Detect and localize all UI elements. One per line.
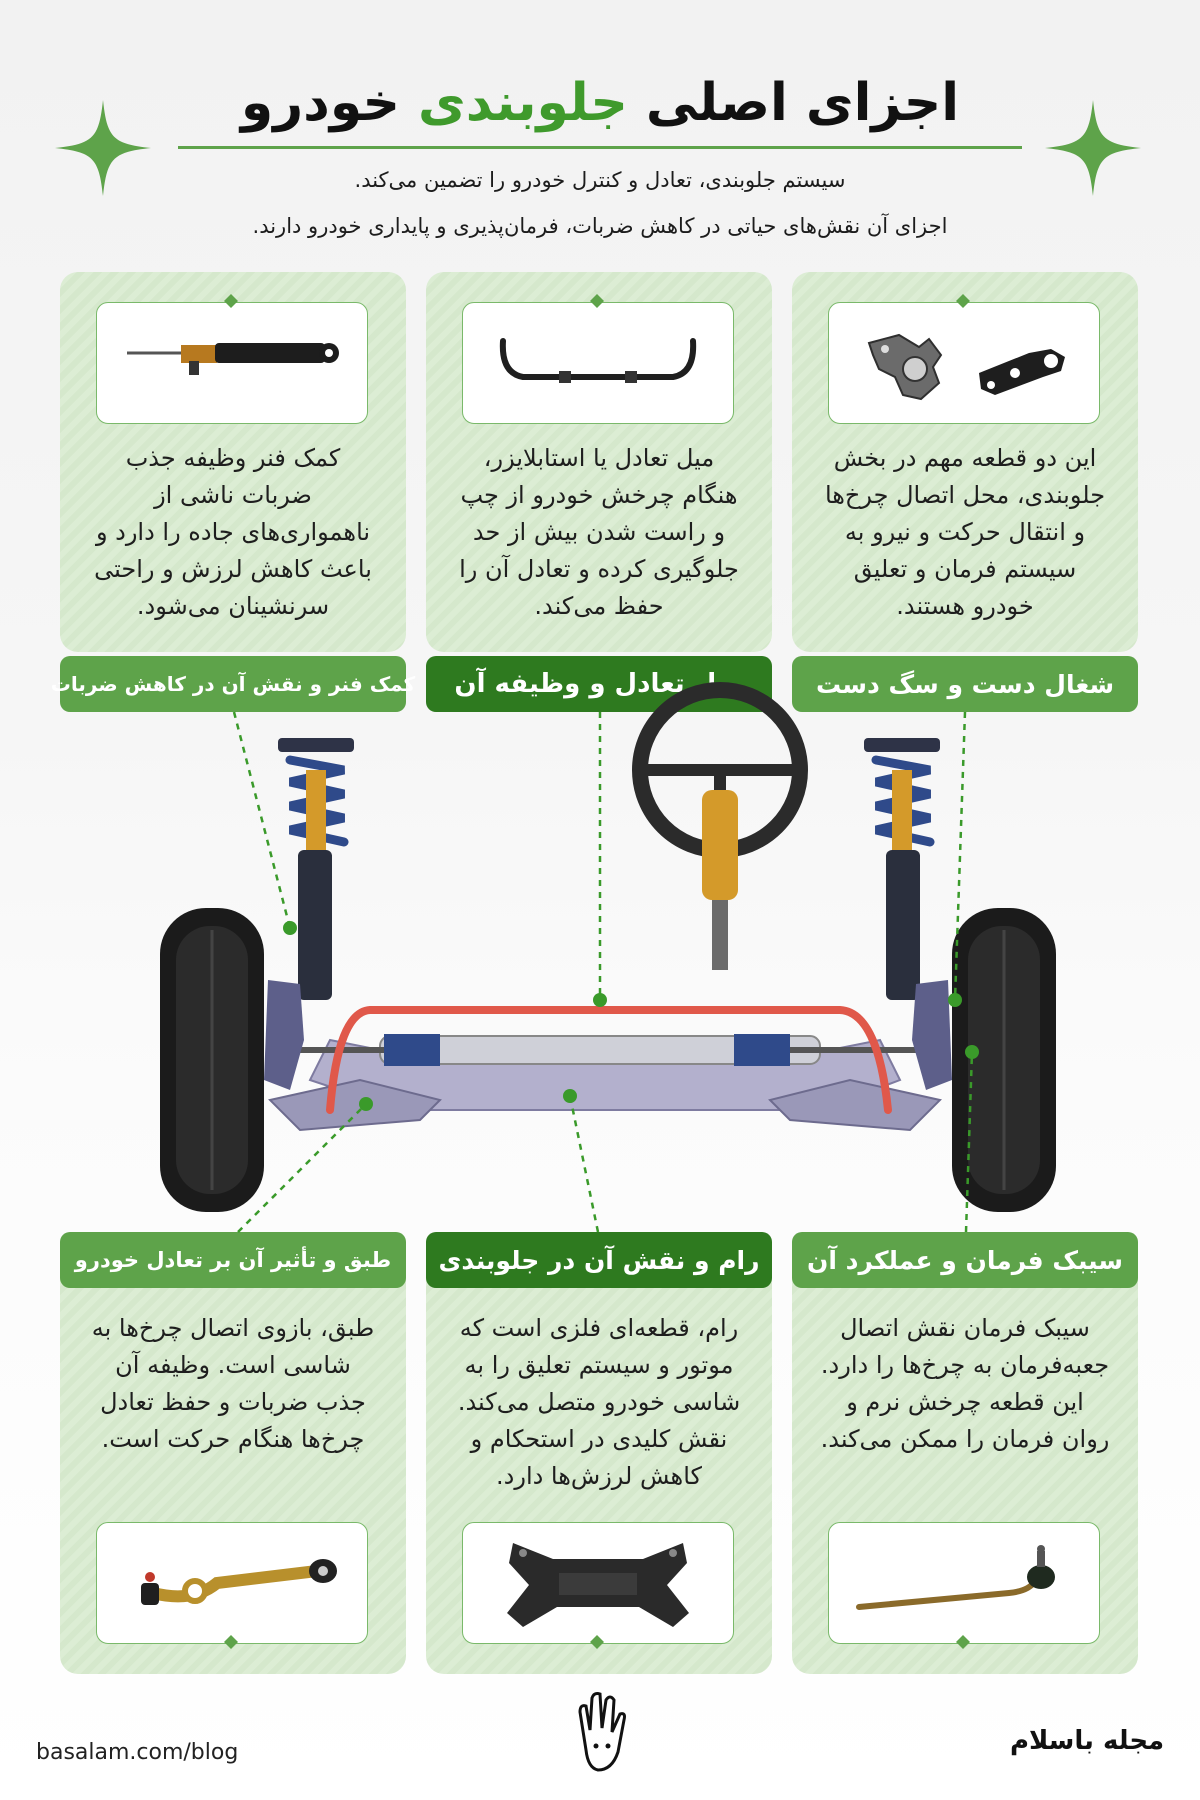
left-rack-boot — [384, 1034, 440, 1066]
steering-wheel — [640, 690, 800, 970]
intro-line-2: اجزای آن نقش‌های حیاتی در کاهش ضربات، فرمان‌پذیری و پایداری خودرو دارند. — [252, 214, 948, 238]
label-arm: طبق و تأثیر آن بر تعادل خودرو — [60, 1232, 406, 1288]
label-tierod: سیبک فرمان و عملکرد آن — [792, 1232, 1138, 1288]
label-shock: کمک فنر و نقش آن در کاهش ضربات — [60, 656, 406, 712]
left-knuckle — [264, 980, 304, 1090]
label-stabilizer: میل تعادل و وظیفه آن — [426, 656, 772, 712]
right-strut — [864, 738, 940, 1000]
intro-line-1: سیستم جلوبندی، تعادل و کنترل خودرو را تضمین می‌کند. — [354, 168, 846, 192]
left-wheel — [160, 908, 264, 1212]
footer-brand-logo: مجله باسلام — [1010, 1726, 1165, 1756]
card-knuckle-text: این دو قطعه مهم در بخش جلوبندی، محل اتصال چرخ‌ها و انتقال حرکت و نیرو به سیستم فرمان و تعلیق خودرو هستند. — [824, 444, 1106, 620]
label-subframe: رام و نقش آن در جلوبندی — [426, 1232, 772, 1288]
card-tierod-text: سیبک فرمان نقش اتصال جعبه‌فرمان به چرخ‌ها را دارد. این قطعه چرخش نرم و روان فرمان را ممکن می‌کند. — [820, 1314, 1110, 1453]
card-stabilizer-text: میل تعادل یا استابلایزر، هنگام چرخش خودرو از چپ و راست شدن بیش از حد جلوگیری کرده و تعادل آن را حفظ می‌کند. — [459, 444, 739, 620]
card-arm-text: طبق، بازوی اتصال چرخ‌ها به شاسی است. وظیفه آن جذب ضربات و حفظ تعادل چرخ‌ها هنگام حرکت است. — [91, 1314, 375, 1453]
right-knuckle — [912, 980, 952, 1090]
footer-url[interactable]: basalam.com/blog — [36, 1740, 239, 1765]
leader-subframe — [570, 1096, 598, 1232]
title-highlight: جلوبندی — [418, 73, 628, 133]
right-rack-boot — [734, 1034, 790, 1066]
card-shock-text: کمک فنر وظیفه جذب ضربات ناشی از ناهمواری‌های جاده را دارد و باعث کاهش لرزش و راحتی سرنشینان می‌شود. — [94, 444, 372, 620]
title-part-2: خودرو — [240, 73, 400, 133]
hand-mascot-icon — [572, 1690, 632, 1778]
card-subframe-text: رام، قطعه‌ای فلزی است که موتور و سیستم تعلیق را به شاسی خودرو متصل می‌کند. نقش کلیدی در استحکام و کاهش لرزش‌ها دارد. — [457, 1314, 741, 1490]
title-part-1: اجزای اصلی — [645, 73, 960, 133]
label-knuckle: شغال دست و سگ دست — [792, 656, 1138, 712]
left-strut — [278, 738, 354, 1000]
